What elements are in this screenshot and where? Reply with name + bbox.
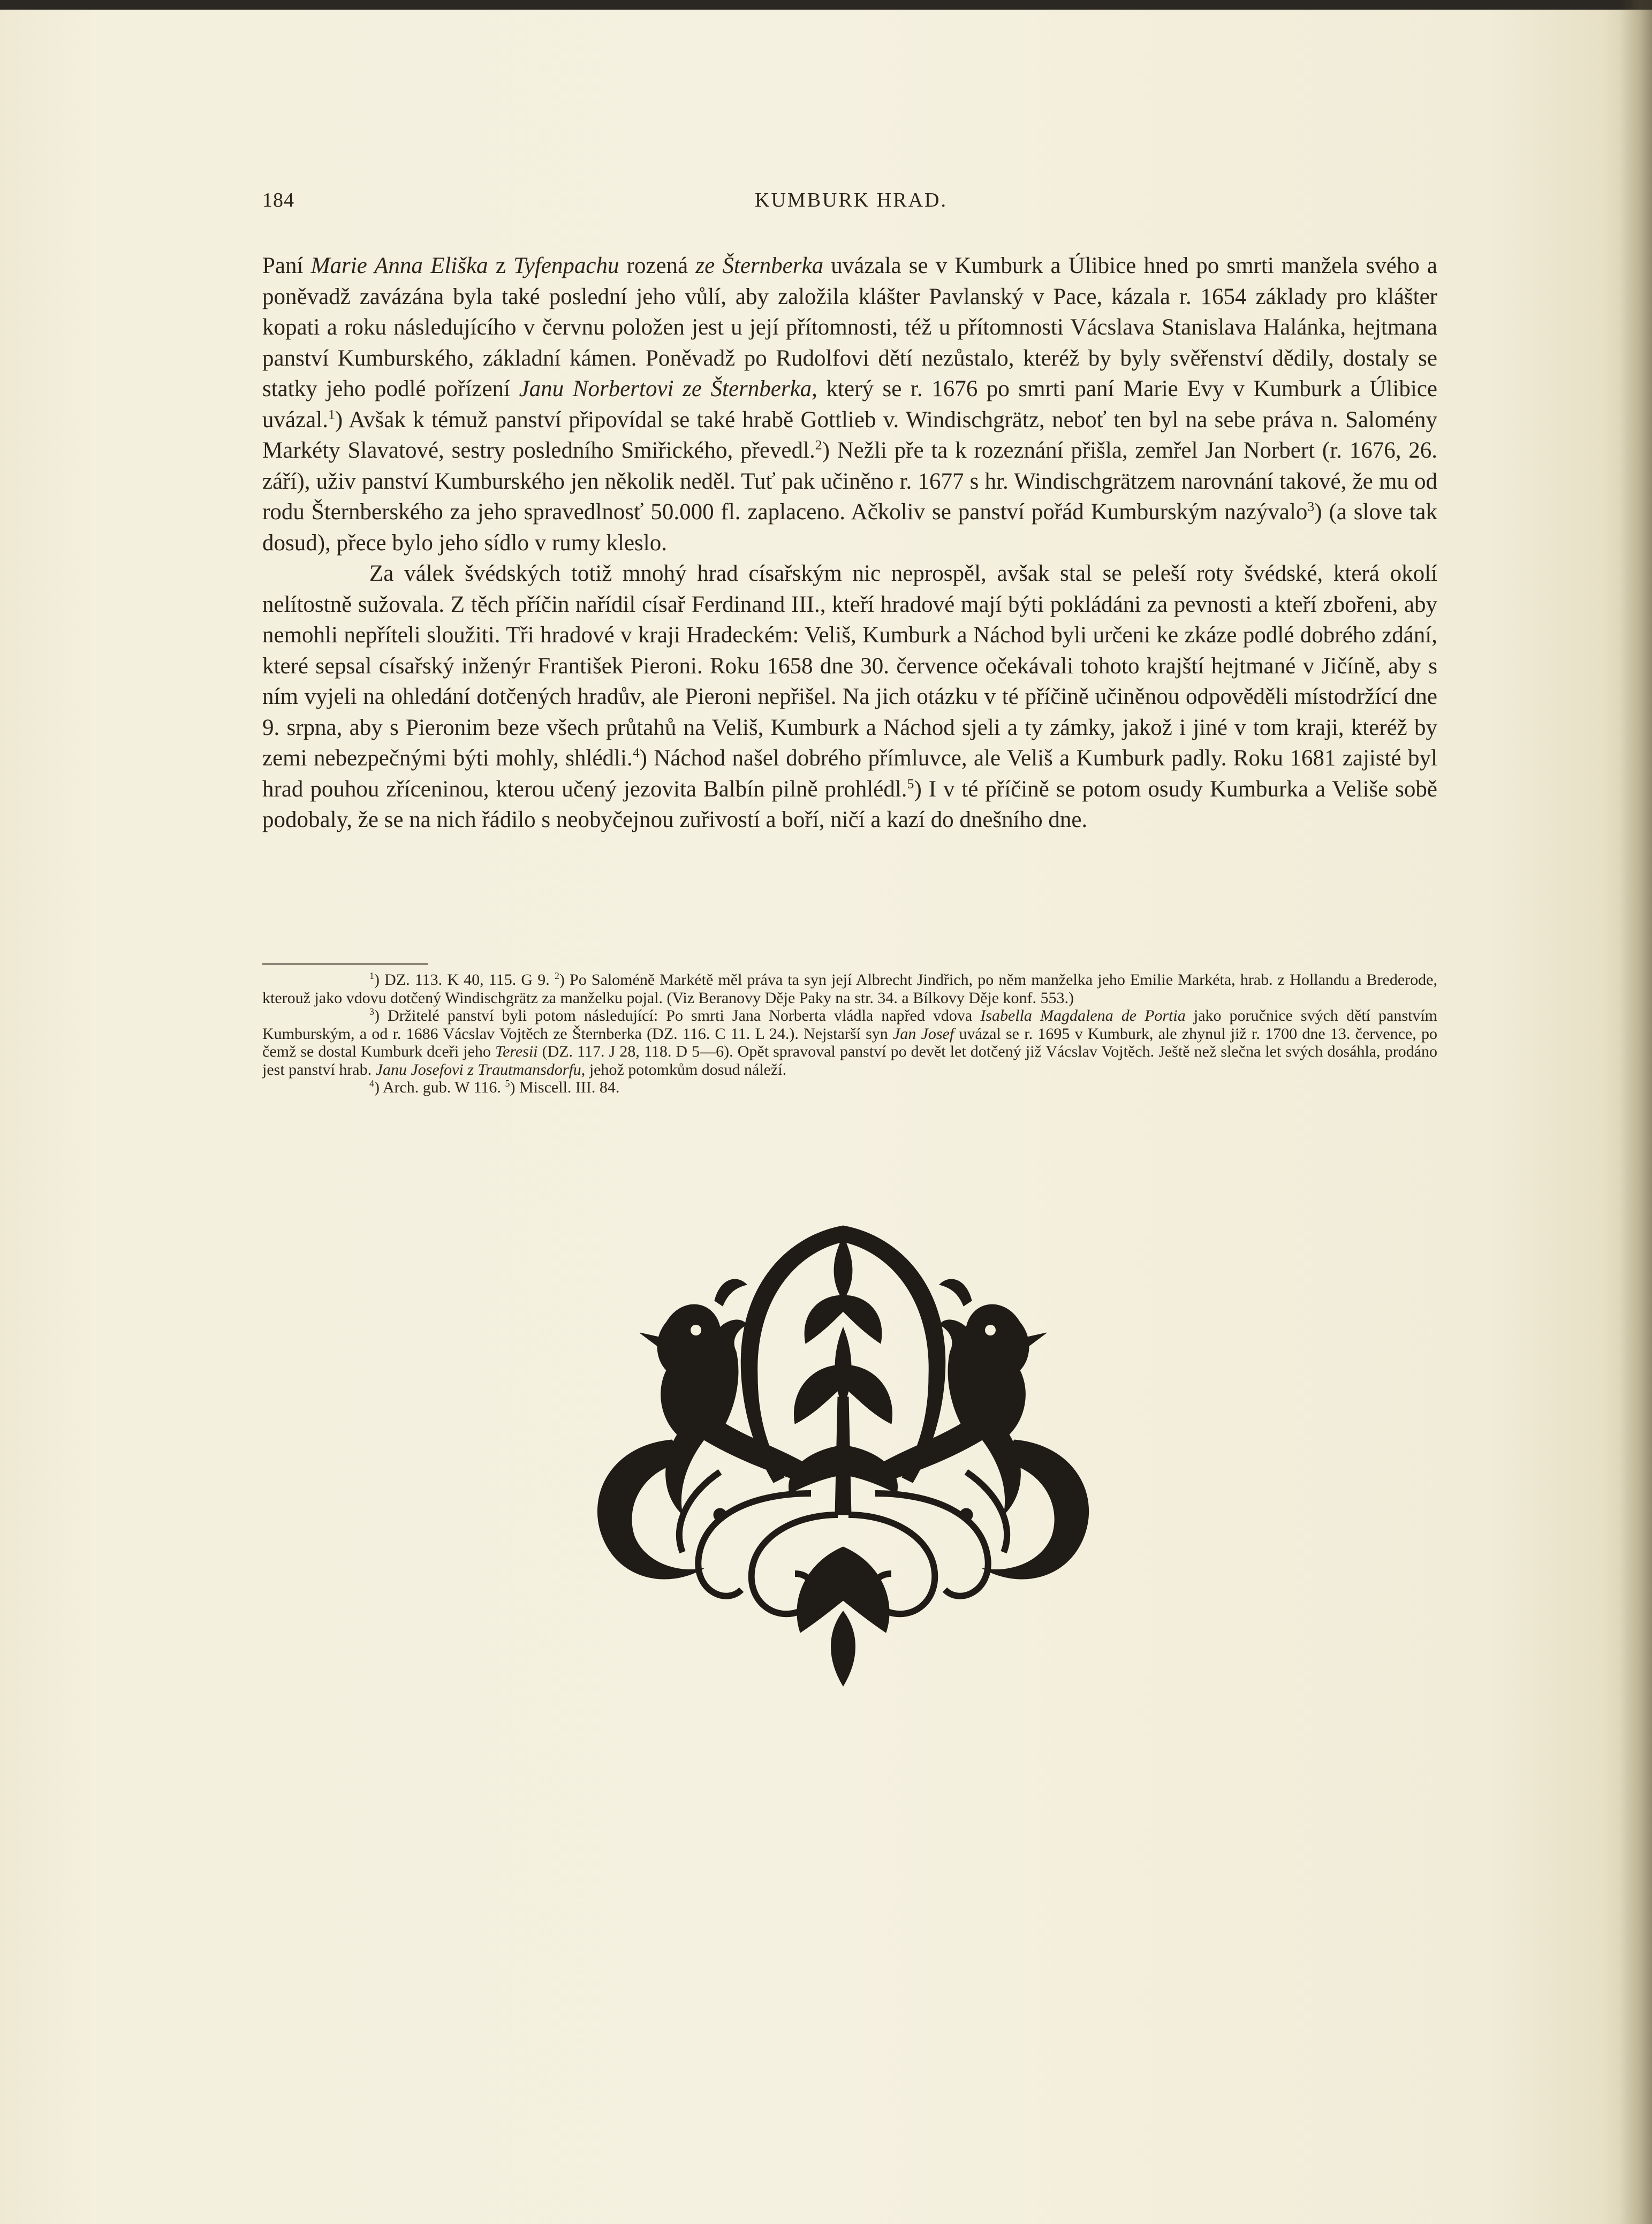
footnote-3: $^3$) Držitelé panství byli potom následující: Po smrti Jana Norberta vládla napřed vdova Isabella Magdalena de Portia jako poručnice svých dětí panstvím Kumburským, a od r. 1686 Vácslav Vojtěch ze Šternberka (DZ. 116. C 11. L 24.). Nejstarší syn Jan Josef uvázal se r. 1695 v Kumburk, ale zhynul již r. 1700 dne 13. července, po čemž se dostal Kumburk dceři jeho Teresii (DZ. 117. J 28, 118. D 5—6). Opět spravoval panství po devět let dotčený již Vácslav Vojtěch. Ještě než slečna let svých dosáhla, prodáno jest panství hrab. Janu Josefovi z Trautmansdorfu, jehož potomkům dosud náleží. (262, 1006, 1438, 1079)
footnote-ref-4[interactable]: 4 (632, 745, 640, 761)
name-marie-anna-eliska: Marie Anna Eliška (310, 253, 488, 278)
page-edge-shadow (1620, 0, 1652, 2224)
ornamental-vignette-icon (581, 1215, 1105, 1691)
paragraph-1: Paní Marie Anna Eliška z Tyfenpachu rozená ze Šternberka uvázala se v Kumburk a Úlibice hned po smrti manžela svého a poněvadž zavázána byla také poslední jeho vůlí, aby založila klášter Pavlanský v Pace, kázala r. 1654 základy pro klášter kopati a roku následujícího v červnu položen jest u její přítomnosti, též u přítomnosti Vácslava Stanislava Halánka, hejtmana panství Kumburského, základní kámen. Poněvadž po Rudolfovi dětí nezůstalo, kteréž by byly svěřenství dědily, dostaly se statky jeho podlé pořízení Janu Norbertovi ze Šternberka, který se r. 1676 po smrti paní Marie Evy v Kumburk a Úlibice uvázal.$^1$) Avšak k témuž panství připovídal se také hrabě Gottlieb v. Windischgrätz, neboť ten byl na sebe práva n. Salomény Markéty Slavatové, sestry posledního Smiřického, převedl.$^2$) Nežli pře ta k rozeznání přišla, zemřel Jan Norbert (r. 1676, 26. září), uživ panství Kumburského jen několik neděl. Tuť pak učiněno r. 1677 s hr. Windischgrätzem narovnání takové, že mu od rodu Šternberského za jeho spravedlnosť 50.000 fl. zaplaceno. Ačkoliv se panství pořád Kumburským nazývalo$^3$) (a slove tak dosud), přece bylo jeho sídlo v rumy kleslo. (262, 253, 1437, 556)
footnote-ref-3[interactable]: 3 (1307, 498, 1315, 514)
footnote-ref-1[interactable]: 1 (328, 406, 335, 422)
footnote-4-5: $^4$) Arch. gub. W 116. $^5$) Miscell. III. 84. (369, 1078, 620, 1096)
footnote-1-2: $^1$) DZ. 113. K 40, 115. G 9. $^2$) Po Saloméně Markétě měl práva ta syn její Albrecht Jindřich, po něm manželka jeho Emilie Markéta, hrab. z Hollandu a Brederode, kterouž jako vdovu dotčený Windischgrätz za manželku pojal. (Viz Beranovy Děje Paky na str. 34. a Bílkovy Děje konf. 553.) (262, 970, 1437, 1007)
footnotes (262, 971, 1437, 1097)
scan-border (0, 0, 1652, 10)
name-ze-sternberka: ze Šternberka (695, 253, 824, 278)
footnote-ref-2[interactable]: 2 (815, 437, 822, 453)
page-header (262, 188, 1440, 221)
footnote-divider (262, 963, 428, 965)
footnote-ref-5[interactable]: 5 (907, 776, 914, 792)
name-jan-norbert: Janu Norbertovi ze Šternberka, (519, 376, 817, 401)
main-text (262, 251, 1437, 836)
page-number: 184 (262, 189, 294, 211)
paragraph-2: Za válek švédských totiž mnohý hrad císařským nic neprospěl, avšak stal se peleší roty švédské, která okolí nelítostně sužovala. Z těch příčin nařídil císař Ferdinand III., kteří hradové mají býti pokládáni za pevnosti a kteří zbořeni, aby nemohli nepříteli sloužiti. Tři hradové v kraji Hradeckém: Veliš, Kumburk a Náchod byli určeni ke zkáze podlé dobrého zdání, které sepsal císařský inženýr František Pieroni. Roku 1658 dne 30. července očekávali tohoto krajští hejtmané v Jičíně, aby s ním vyjeli na ohledání dotčených hradův, ale Pieroni nepřišel. Na jich otázku v té příčině učiněnou odpověděli místodržící dne 9. srpna, aby s Pieronim beze všech průtahů na Veliš, Kumburk a Náchod sjeli a ty zámky, jakož i jiné v tom kraji, kteréž by zemi nebezpečnými býti mohly, shlédli.$^4$) Náchod našel dobrého přímluvce, ale Veliš a Kumburk padly. Roku 1681 zajisté byl hrad pouhou zříceninou, kterou učený jezovita Balbín pilně prohlédl.$^5$) I v té příčině se potom osudy Kumburka a Veliše sobě podobaly, že se na nich řádilo s neobyčejnou zuřivostí a boří, ničí a kazí do dnešního dne. (262, 561, 1437, 832)
running-title: KUMBURK HRAD. (755, 189, 948, 211)
name-tyfenpachu: Tyfenpachu (513, 253, 619, 278)
